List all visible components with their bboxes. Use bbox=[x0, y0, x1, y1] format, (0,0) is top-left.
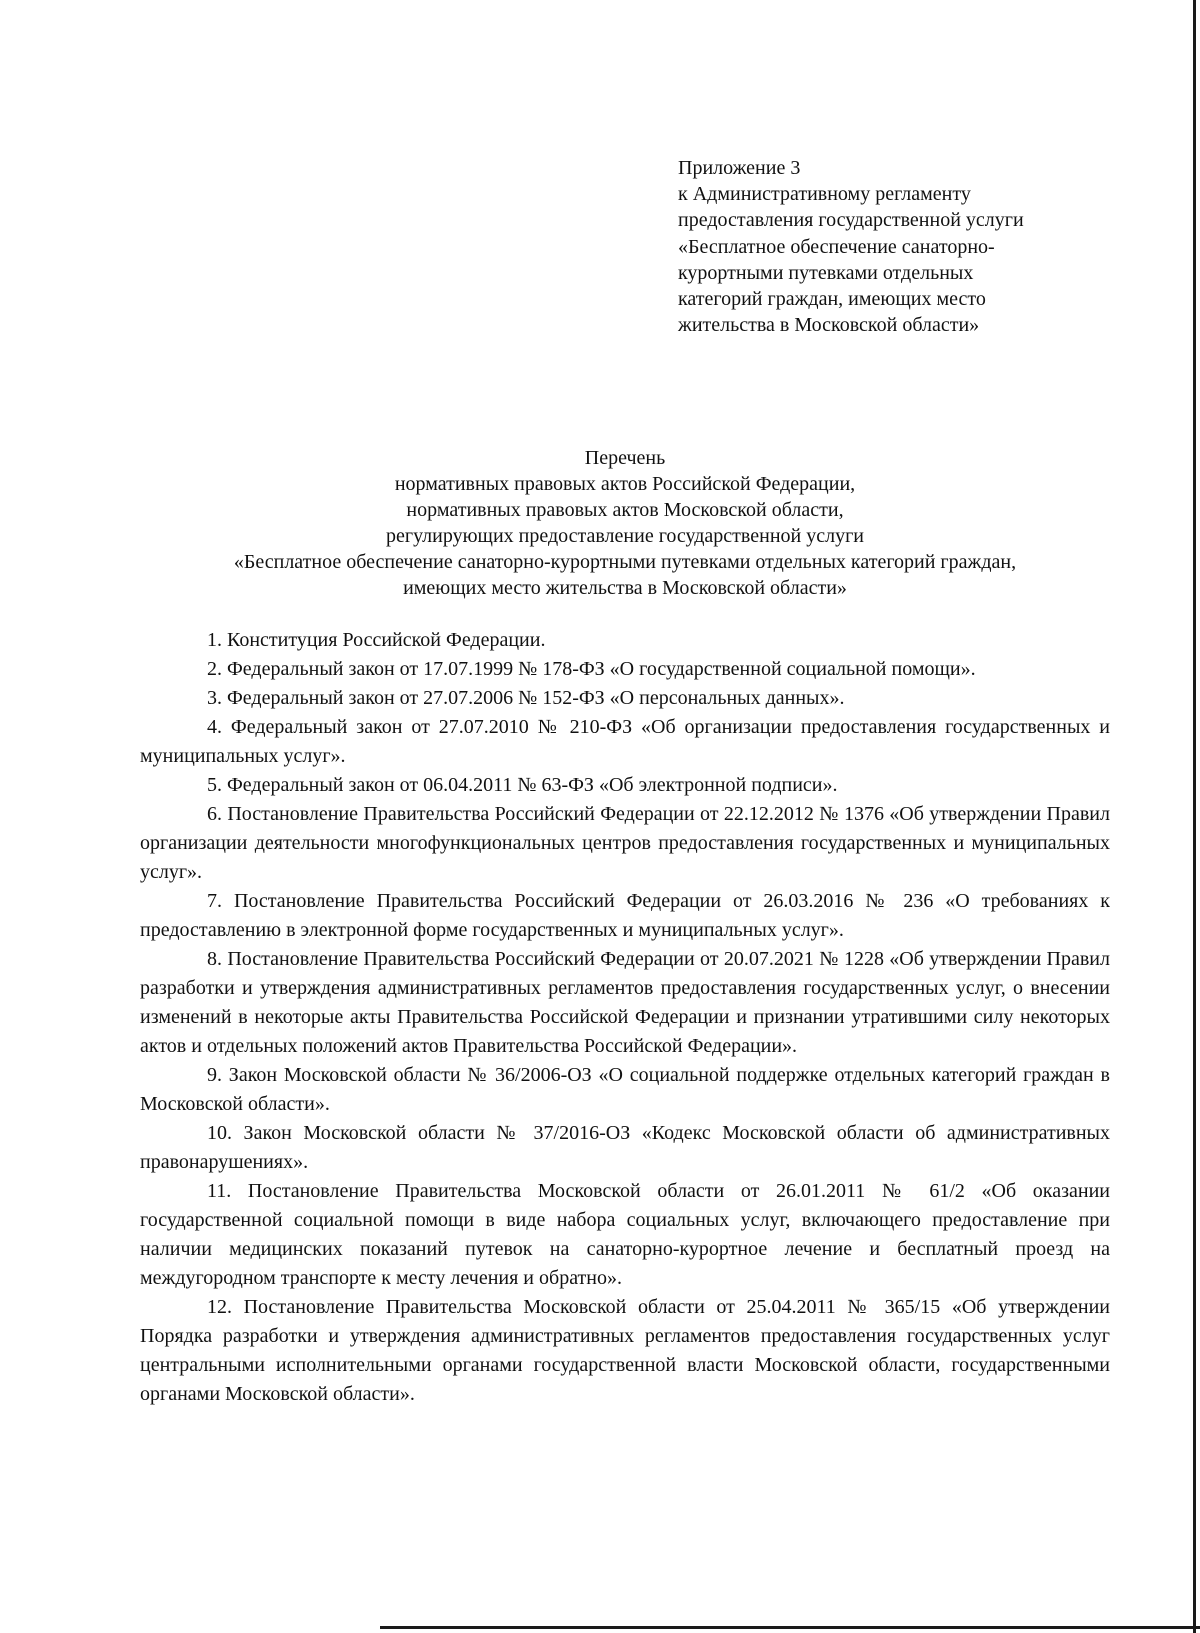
title-line: нормативных правовых актов Российской Федерации, bbox=[394, 473, 856, 495]
list-item: 10. Закон Московской области № 37/2016-ОЗ «Кодекс Московской области об административных правонарушениях». bbox=[140, 1122, 1110, 1173]
title-line: регулирующих предоставление государственной услуги bbox=[385, 525, 865, 547]
appendix-line: «Бесплатное обеспечение санаторно- bbox=[678, 235, 995, 258]
list-item: 12. Постановление Правительства Московской области от 25.04.2011 № 365/15 «Об утверждении Порядка разработки и утверждения административных регламентов предоставления государственных услуг центральными исполнительными органами государственной власти Московской области, государственными органами Московской области». bbox=[140, 1296, 1110, 1405]
list-item: 2. Федеральный закон от 17.07.1999 № 178-ФЗ «О государственной социальной помощи». bbox=[207, 658, 976, 680]
title-line: нормативных правовых актов Московской области, bbox=[406, 499, 844, 521]
list-item: 1. Конституция Российской Федерации. bbox=[207, 629, 546, 651]
list-item: 3. Федеральный закон от 27.07.2006 № 152-ФЗ «О персональных данных». bbox=[207, 687, 845, 709]
appendix-line: Приложение 3 bbox=[678, 157, 801, 179]
scan-edge-right bbox=[1193, 0, 1196, 1633]
appendix-line: курортными путевками отдельных bbox=[678, 261, 974, 284]
list-item: 5. Федеральный закон от 06.04.2011 № 63-ФЗ «Об электронной подписи». bbox=[207, 774, 838, 796]
list-item: 9. Закон Московской области № 36/2006-ОЗ «О социальной поддержке отдельных категорий граждан в Московской области». bbox=[140, 1064, 1110, 1115]
list-item: 4. Федеральный закон от 27.07.2010 № 210-ФЗ «Об организации предоставления государственных и муниципальных услуг». bbox=[140, 716, 1110, 767]
appendix-line: жительства в Московской области» bbox=[678, 314, 980, 337]
appendix-line: предоставления государственной услуги bbox=[678, 209, 1024, 232]
list-item: 6. Постановление Правительства Российский Федерации от 22.12.2012 № 1376 «Об утверждении Правил организации деятельности многофункциональных центров предоставления государственных и муниципальных услуг». bbox=[140, 803, 1110, 883]
appendix-line: категорий граждан, имеющих место bbox=[678, 288, 986, 311]
appendix-line: к Административному регламенту bbox=[678, 183, 971, 206]
list-item: 11. Постановление Правительства Московской области от 26.01.2011 № 61/2 «Об оказании государственной социальной помощи в виде набора социальных услуг, включающего предоставление при наличии медицинских показаний путевок на санаторно-курортное лечение и бесплатный проезд на междугородном транспорте к месту лечения и обратно». bbox=[140, 1180, 1110, 1289]
title-line: «Бесплатное обеспечение санаторно-курортными путевками отдельных категорий граждан, bbox=[233, 551, 1017, 573]
title-line: имеющих место жительства в Московской области» bbox=[403, 577, 847, 599]
legal-acts-list bbox=[140, 626, 1110, 1409]
scan-edge-bottom bbox=[380, 1626, 1200, 1629]
appendix-header bbox=[678, 155, 1098, 338]
title-line: Перечень bbox=[584, 447, 666, 469]
list-item: 8. Постановление Правительства Российский Федерации от 20.07.2021 № 1228 «Об утверждении Правил разработки и утверждения административных регламентов предоставления государственных услуг, о внесении изменений в некоторые акты Правительства Российской Федерации и признании утратившими силу некоторых актов и отдельных положений актов Правительства Российской Федерации». bbox=[140, 948, 1110, 1057]
list-item: 7. Постановление Правительства Российский Федерации от 26.03.2016 № 236 «О требованиях к предоставлению в электронной форме государственных и муниципальных услуг». bbox=[140, 890, 1110, 941]
document-title bbox=[140, 445, 1110, 601]
